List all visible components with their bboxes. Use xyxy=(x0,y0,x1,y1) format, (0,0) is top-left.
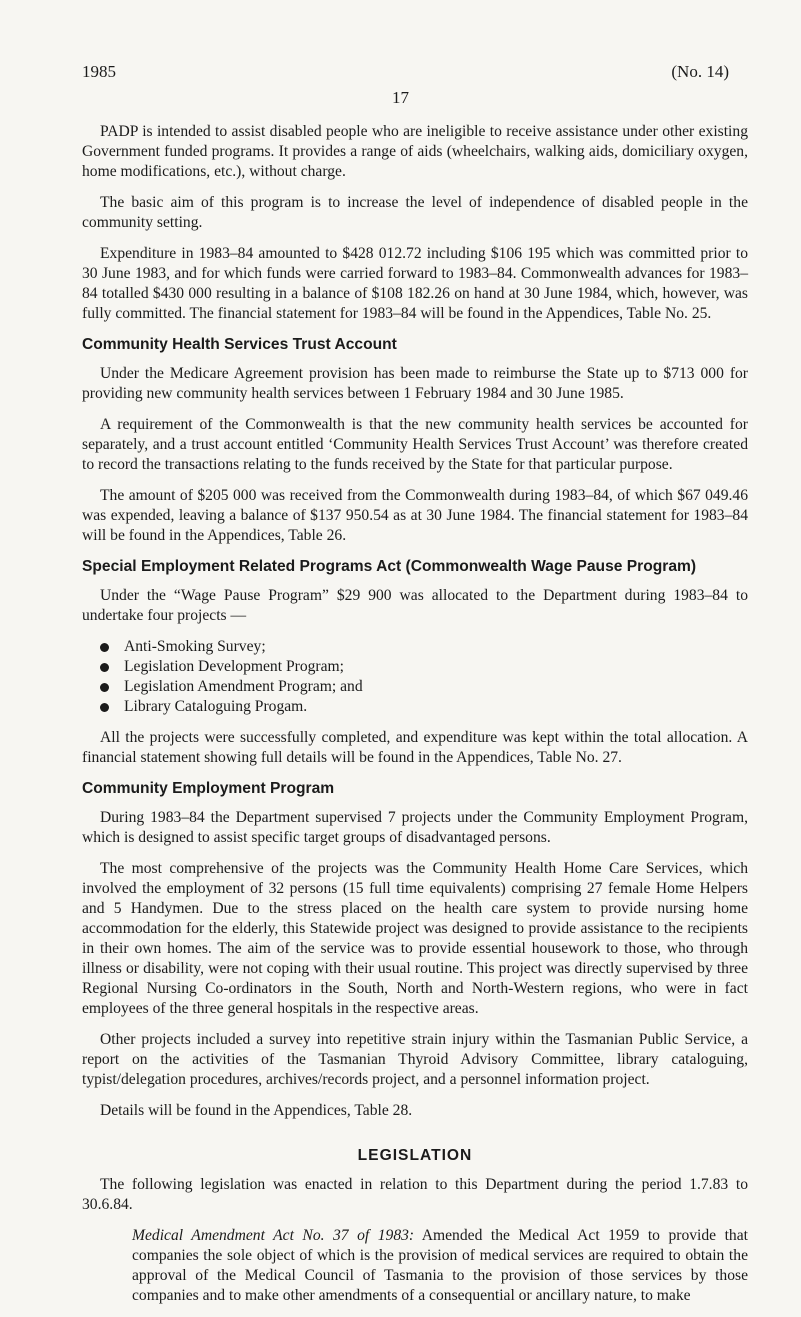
header-year: 1985 xyxy=(82,62,116,81)
list-item: Library Cataloguing Progam. xyxy=(100,697,748,717)
paragraph-legislation-intro: The following legislation was enacted in relation to this Department during the period 1.7.83 to 30.6.84. xyxy=(82,1176,748,1213)
heading-special-employment: Special Employment Related Programs Act (Commonwealth Wage Pause Program) xyxy=(82,558,697,575)
paragraph-projects-completed: All the projects were successfully completed, and expenditure was kept within the total allocation. A financial statement showing full details will be found in the Appendices, Table No. 27. xyxy=(82,729,748,766)
heading-legislation: LEGISLATION xyxy=(357,1147,473,1164)
heading-community-employment: Community Employment Program xyxy=(82,780,335,797)
paragraph-padp-expenditure: Expenditure in 1983–84 amounted to $428 012.72 including $106 195 which was committed prior to 30 June 1983, and for which funds were carried forward to 1983–84. Commonwealth advances for 1983–84 totalled $430 000 resulting in a balance of $108 182.26 on hand at 30 June 1984, which, however, was fully committed. The financial statement for 1983–84 will be found in the Appendices, Table No. 25. xyxy=(82,245,748,322)
document-body xyxy=(82,122,748,1317)
list-item: Legislation Amendment Program; and xyxy=(100,677,748,697)
paragraph-padp-intro: PADP is intended to assist disabled people who are ineligible to receive assistance under other existing Government funded programs. It provides a range of aids (wheelchairs, walking aids, domiciliary oxygen, home modifications, etc.), without charge. xyxy=(82,123,748,180)
bullet-icon xyxy=(100,703,109,712)
paragraph-wage-pause: Under the “Wage Pause Program” $29 900 was allocated to the Department during 1983–84 to undertake four projects — xyxy=(82,587,748,624)
page-number: 17 xyxy=(392,88,409,107)
paragraph-trust-amount: The amount of $205 000 was received from the Commonwealth during 1983–84, of which $67 049.46 was expended, leaving a balance of $137 950.54 as at 30 June 1984. The financial statement for 1983–84 will be found in the Appendices, Table 26. xyxy=(82,487,748,544)
act-description: Amended the Medical Act 1959 to provide that companies the sole object of which is the provision of medical services are required to obtain the approval of the Medical Council of Tasmania to the provision of those services by those companies and to make other amendments of a consequential or ancillary nature, to make xyxy=(132,1227,748,1304)
bullet-icon xyxy=(100,683,109,692)
paragraph-other-projects: Other projects included a survey into repetitive strain injury within the Tasmanian Public Service, a report on the activities of the Tasmanian Thyroid Advisory Committee, library cataloguing, typist/delegation procedures, archives/records project, and a personnel information project. xyxy=(82,1031,748,1088)
paragraph-trust-requirement: A requirement of the Commonwealth is that the new community health services be accounted for separately, and a trust account entitled ‘Community Health Services Trust Account’ was therefore created to record the transactions relating to the funds received by the State for that particular purpose. xyxy=(82,416,748,473)
paragraph-medicare: Under the Medicare Agreement provision has been made to reimburse the State up to $713 000 for providing new community health services between 1 February 1984 and 30 June 1985. xyxy=(82,365,748,402)
list-item: Legislation Development Program; xyxy=(100,657,748,677)
legislation-entry xyxy=(82,1226,748,1306)
paragraph-details: Details will be found in the Appendices, Table 28. xyxy=(100,1102,413,1119)
legislation-item xyxy=(132,1226,748,1306)
act-title: Medical Amendment Act No. 37 of 1983: xyxy=(132,1227,415,1244)
list-item: Anti-Smoking Survey; xyxy=(100,637,748,657)
bullet-icon xyxy=(100,663,109,672)
project-list xyxy=(82,637,748,717)
paragraph-cep-supervised: During 1983–84 the Department supervised 7 projects under the Community Employment Program, which is designed to assist specific target groups of disadvantaged persons. xyxy=(82,809,748,846)
paragraph-home-care: The most comprehensive of the projects was the Community Health Home Care Services, which involved the employment of 32 persons (15 full time equivalents) comprising 27 female Home Helpers and 5 Handymen. Due to the stress placed on the health care system to provide nursing home accommodation for the elderly, this Statewide project was designed to provide assistance to the recipients in their own homes. The aim of the service was to provide essential housework to those, who through illness or disability, were not coping with their usual routine. This project was directly supervised by three Regional Nursing Co-ordinators in the South, North and North-Western regions, who were in fact employees of the three general hospitals in the respective areas. xyxy=(82,860,748,1017)
paragraph-padp-aim: The basic aim of this program is to increase the level of independence of disabled people in the community setting. xyxy=(82,194,748,231)
bullet-icon xyxy=(100,643,109,652)
heading-community-health-trust: Community Health Services Trust Account xyxy=(82,336,397,353)
header-number: (No. 14) xyxy=(671,62,729,81)
